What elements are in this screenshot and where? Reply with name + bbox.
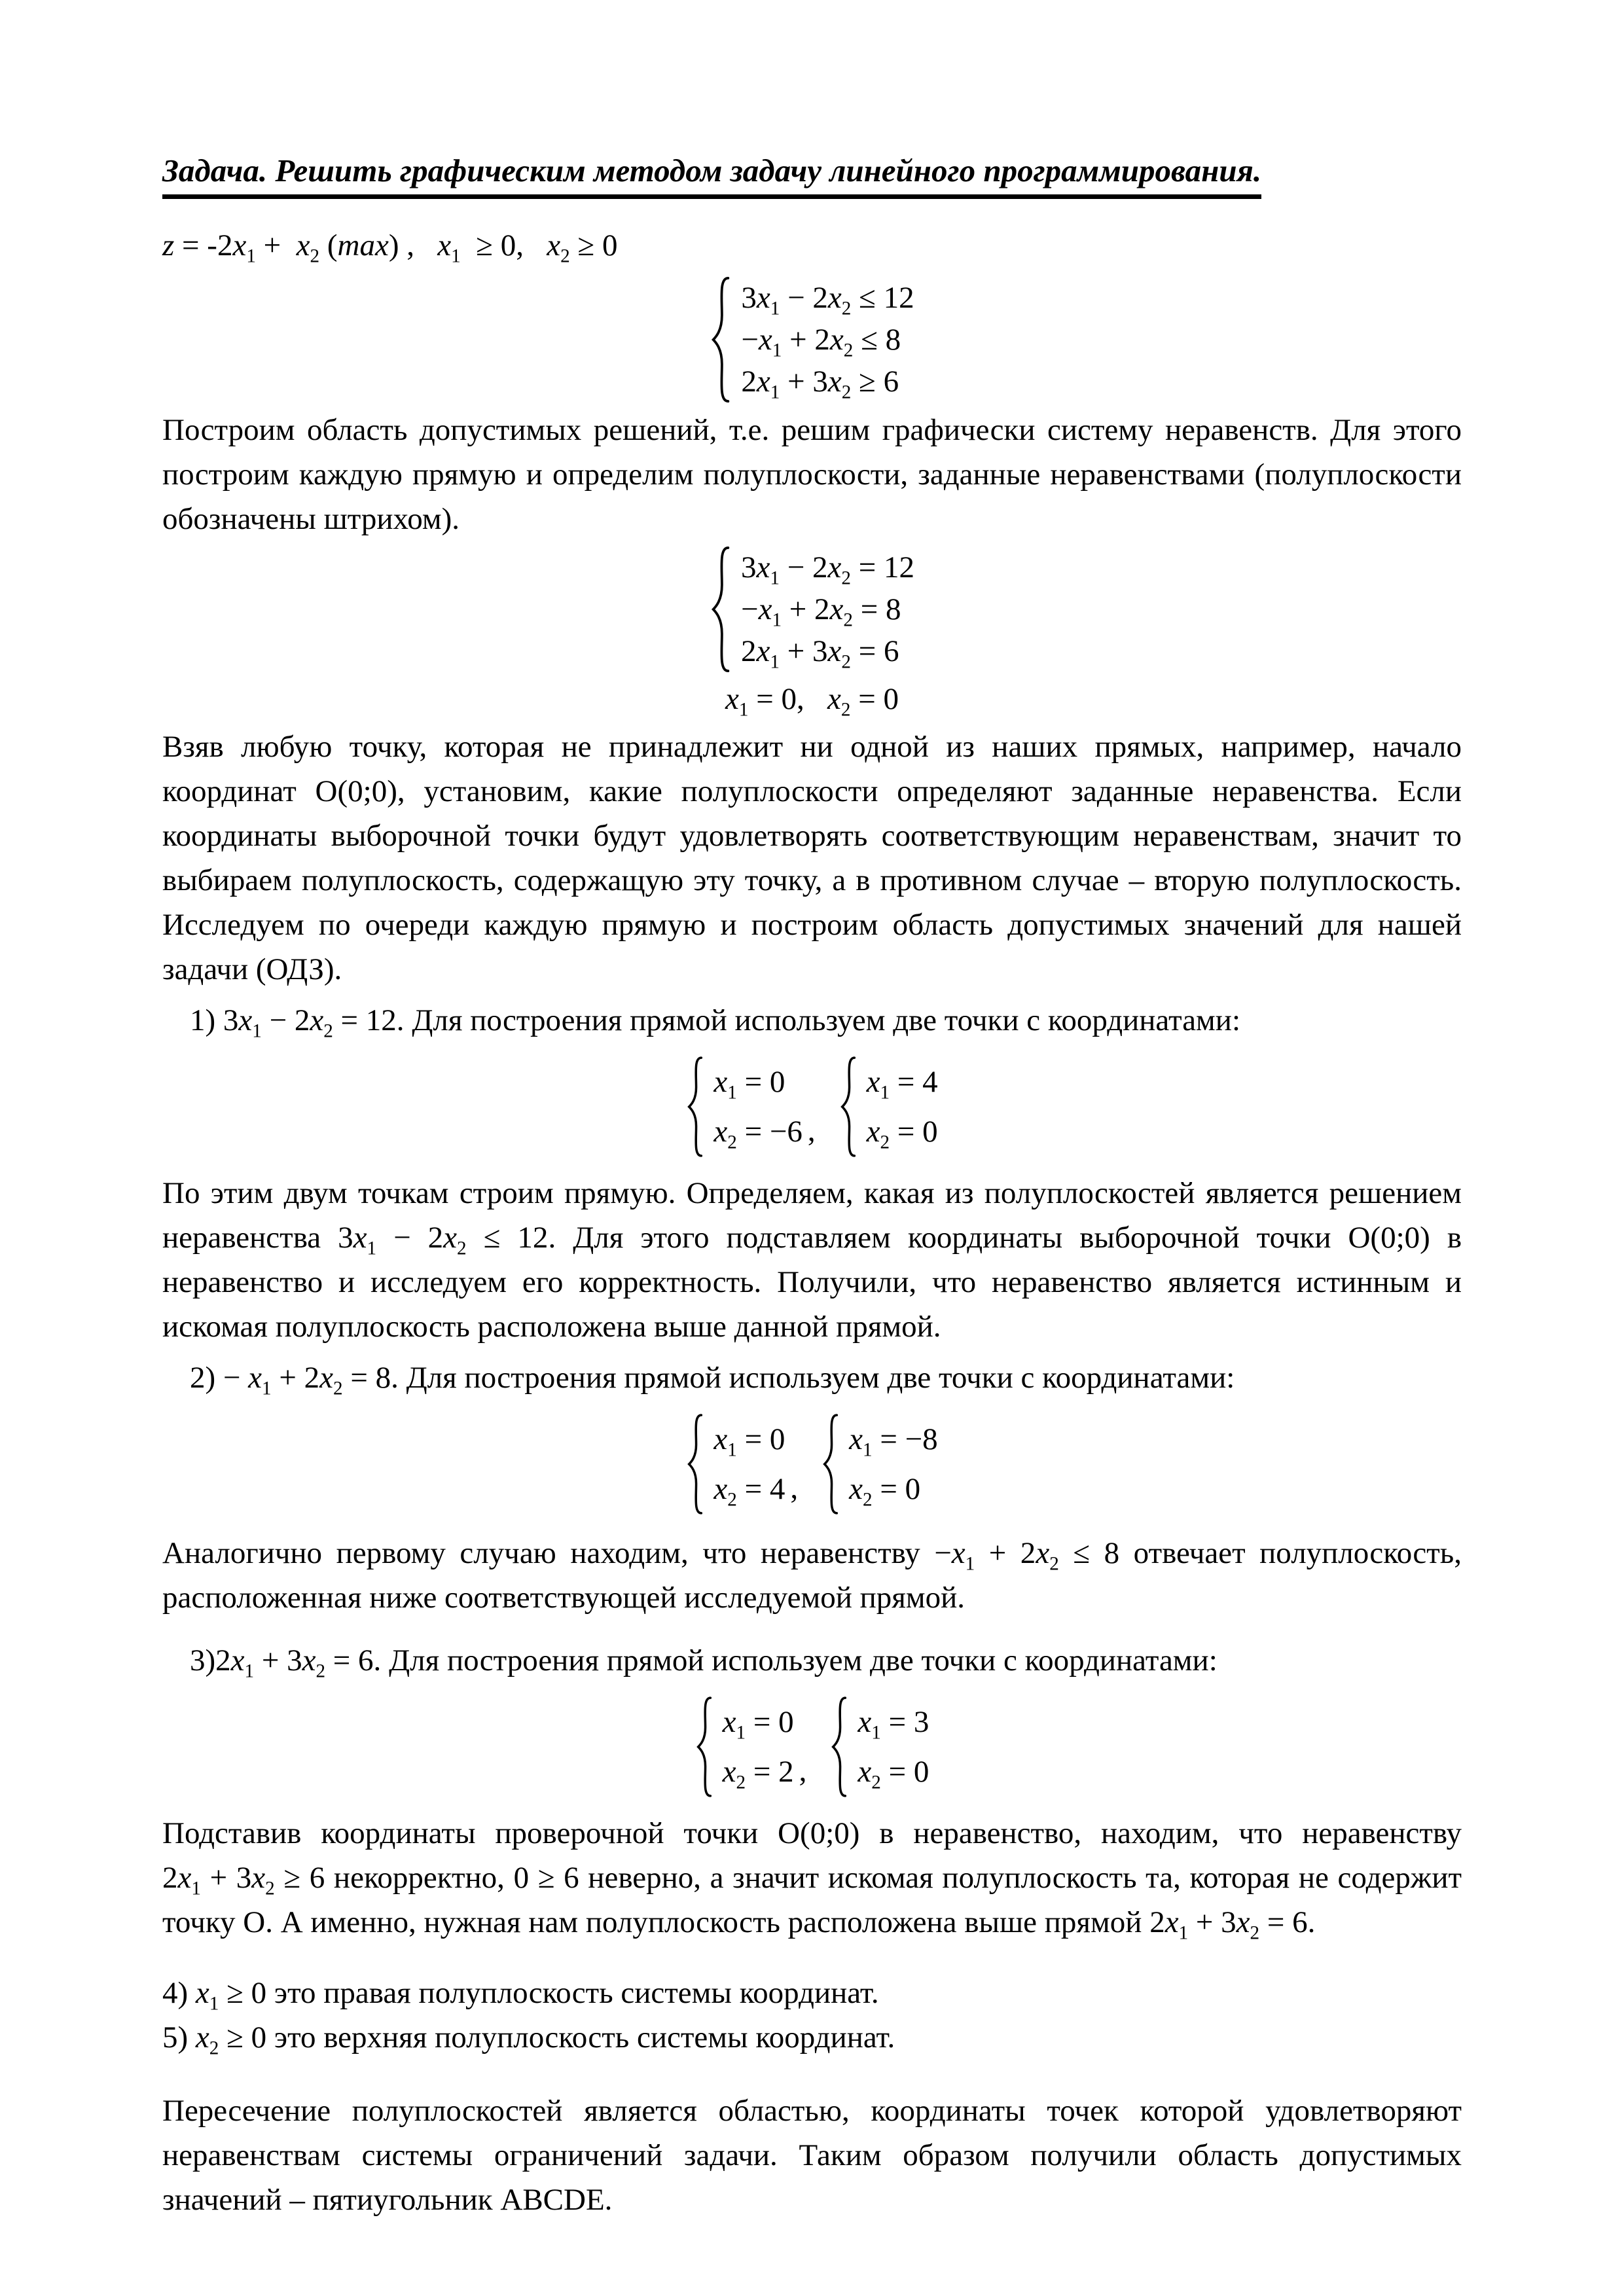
point-coordinates [857, 1697, 929, 1797]
system-brace-icon [710, 276, 732, 404]
text-segment: неверно, а значит искомая полуплоскость та, которая не содержит точку О. А именно, нужная нам полуплоскость расположена выше прямой [162, 1861, 1462, 1939]
text-segment: Построим область допустимых решений, т.е. решим графически систему неравенств. Для этого построим каждую прямую и определим полуплоскости, заданные неравенствами (полуплоскости обозначены штрихом). [162, 413, 1462, 536]
point-coordinates [723, 1697, 794, 1797]
text-segment: Взяв любую точку, которая не принадлежит ни одной из наших прямых, например, начало координат О(0;0), установим, какие полуплоскости определяют заданные неравенства. Если координаты выборочной точки будут удовлетворять соответствующим неравенствам, значит то выбираем полуплоскость, содержащую эту точку, а в противном случае – вторую полуплоскость. Исследуем по очереди каждую прямую и построим область допустимых значений для нашей задачи (ОДЗ). [162, 730, 1462, 986]
paragraph-line2-analysis [162, 1531, 1462, 1620]
system-brace-icon [710, 545, 732, 673]
math-segment: $2x_1 + 3x_2 = 6$ [1149, 1905, 1308, 1944]
math-segment: $3x_1 - 2x_2 \le 12$ [338, 1221, 549, 1259]
equation-line: $x_2 = 0$ [866, 1115, 938, 1153]
system-lines [741, 547, 914, 672]
equation-line: $x_2 = 0$ [849, 1472, 921, 1511]
axes-equations: $x_1 = 0$, $x_2 = 0$ [725, 682, 899, 721]
math-segment: $-x_1 + 2x_2 \le 8$ [934, 1536, 1120, 1575]
equation-line: $x_2 = -6$ [713, 1115, 803, 1153]
point-system [821, 1413, 937, 1515]
text-segment: Подставив координаты проверочной точки О(0;0) в неравенство, находим, что неравенству [162, 1816, 1462, 1850]
point-system [686, 1413, 785, 1515]
paragraph-line1-analysis [162, 1171, 1462, 1349]
equation-line: $3x_1 - 2x_2 \le 12$ [741, 281, 914, 319]
math-segment: 0 ≥ 6 [513, 1861, 579, 1895]
point-system [839, 1056, 938, 1158]
pair-separator: , [799, 1754, 807, 1788]
math-segment: $2x_1 + 3x_2 \ge 6$ [162, 1861, 325, 1899]
equation-line: $3x_1 - 2x_2 = 12$ [741, 550, 914, 589]
system-brace-icon [821, 1413, 840, 1515]
math-segment: 4) $x_1 \ge 0$ [162, 1976, 267, 2015]
text-segment: некорректно, [325, 1861, 514, 1895]
text-segment: Для построения прямой используем две точки с координатами: [381, 1643, 1218, 1677]
text-segment: . [1307, 1905, 1316, 1939]
math-segment: $3)2x_1 + 3x_2 = 6$. [190, 1643, 382, 1682]
system-lines [741, 277, 914, 403]
system-brace-icon [695, 1696, 713, 1798]
point-system [686, 1056, 802, 1158]
text-segment: Аналогично первому случаю находим, что неравенству [162, 1536, 935, 1570]
line3-heading [162, 1638, 1462, 1683]
line2-heading [162, 1355, 1462, 1400]
equation-line: $2x_1 + 3x_2 \ge 6$ [741, 365, 899, 403]
equation-line: $x_2 = 0$ [857, 1755, 929, 1793]
system-brace-icon [839, 1056, 857, 1158]
equation-line: $x_1 = 4$ [866, 1065, 938, 1103]
point-coordinates [713, 1414, 785, 1514]
point-coordinates [849, 1414, 937, 1514]
point-coordinates [867, 1057, 938, 1157]
text-segment: отвечает полуплоскость, расположенная ниже соответствующей исследуемой прямой. [162, 1536, 1462, 1615]
text-segment: . Для этого подставляем координаты выборочной точки О(0;0) в неравенство и исследуем его корректность. Получили, что неравенство является истинным и искомая полуплоскость расположена выше данной прямой. [162, 1221, 1462, 1344]
page-title [162, 152, 1462, 189]
equation-line: $x_1 = 0$ [722, 1705, 794, 1744]
equation-line: $x_1 = 0$ [713, 1422, 785, 1461]
paragraph-conclusion [162, 2089, 1462, 2222]
page-title-text: Задача. Решить графическим методом задачу линейного программирования. [162, 152, 1261, 199]
points-pair-1 [162, 1056, 1462, 1158]
text-segment: Пересечение полуплоскостей является областью, координаты точек которой удовлетворяют неравенствам системы ограничений задачи. Таким образом получили область допустимых значений – пятиугольник ABCDE. [162, 2094, 1462, 2217]
math-segment: $2) - x_1 + 2x_2 = 8$. [190, 1361, 399, 1399]
paragraph-build-region [162, 408, 1462, 541]
text-segment: Для построения прямой используем две точки с координатами: [398, 1361, 1235, 1395]
equation-line: $x_2 = 2$ [722, 1755, 794, 1793]
point-coordinates [713, 1057, 802, 1157]
text-segment: это правая полуплоскость системы координат. [266, 1976, 879, 2010]
system-brace-icon [686, 1413, 704, 1515]
system-brace-icon [686, 1056, 704, 1158]
equation-line: $-x_1 + 2x_2 \le 8$ [741, 323, 901, 361]
equation-line: $x_2 = 4$ [713, 1472, 785, 1511]
point-system [830, 1696, 929, 1798]
paragraph-test-point [162, 725, 1462, 992]
line1-heading [162, 998, 1462, 1043]
text-segment: Для построения прямой используем две точки с координатами: [404, 1003, 1241, 1037]
text-segment: это верхняя полуплоскость системы координат. [266, 2020, 895, 2054]
text-segment: По этим двум точкам строим прямую. Определяем, какая из полуплоскостей является решением неравенства [162, 1176, 1462, 1255]
system-brace-icon [830, 1696, 848, 1798]
equation-line: $-x_1 + 2x_2 = 8$ [741, 592, 901, 631]
halfplane-notes [162, 1971, 1462, 2060]
pair-separator: , [807, 1114, 816, 1148]
point-system [695, 1696, 794, 1798]
halfplane-note-4 [162, 1971, 1462, 2015]
constraint-system-inequalities [162, 276, 1462, 404]
equation-line: $x_1 = 0$ [713, 1065, 785, 1103]
objective-function: $z = -2x_1 + x_2$ (max) , $x_1 \ge 0$, $x_2 \ge 0$ [162, 228, 618, 267]
equation-line: $x_1 = 3$ [857, 1705, 929, 1744]
points-pair-3 [162, 1696, 1462, 1798]
math-segment: 1) $3x_1 - 2x_2 = 12$. [190, 1003, 405, 1042]
pair-separator: , [790, 1471, 799, 1505]
math-segment: 5) $x_2 \ge 0$ [162, 2020, 267, 2059]
equation-line: $x_1 = -8$ [849, 1422, 938, 1461]
equation-line: $2x_1 + 3x_2 = 6$ [741, 634, 899, 673]
points-pair-2 [162, 1413, 1462, 1515]
halfplane-note-5 [162, 2015, 1462, 2060]
paragraph-line3-analysis [162, 1811, 1462, 1945]
constraint-system-equations [162, 545, 1462, 673]
